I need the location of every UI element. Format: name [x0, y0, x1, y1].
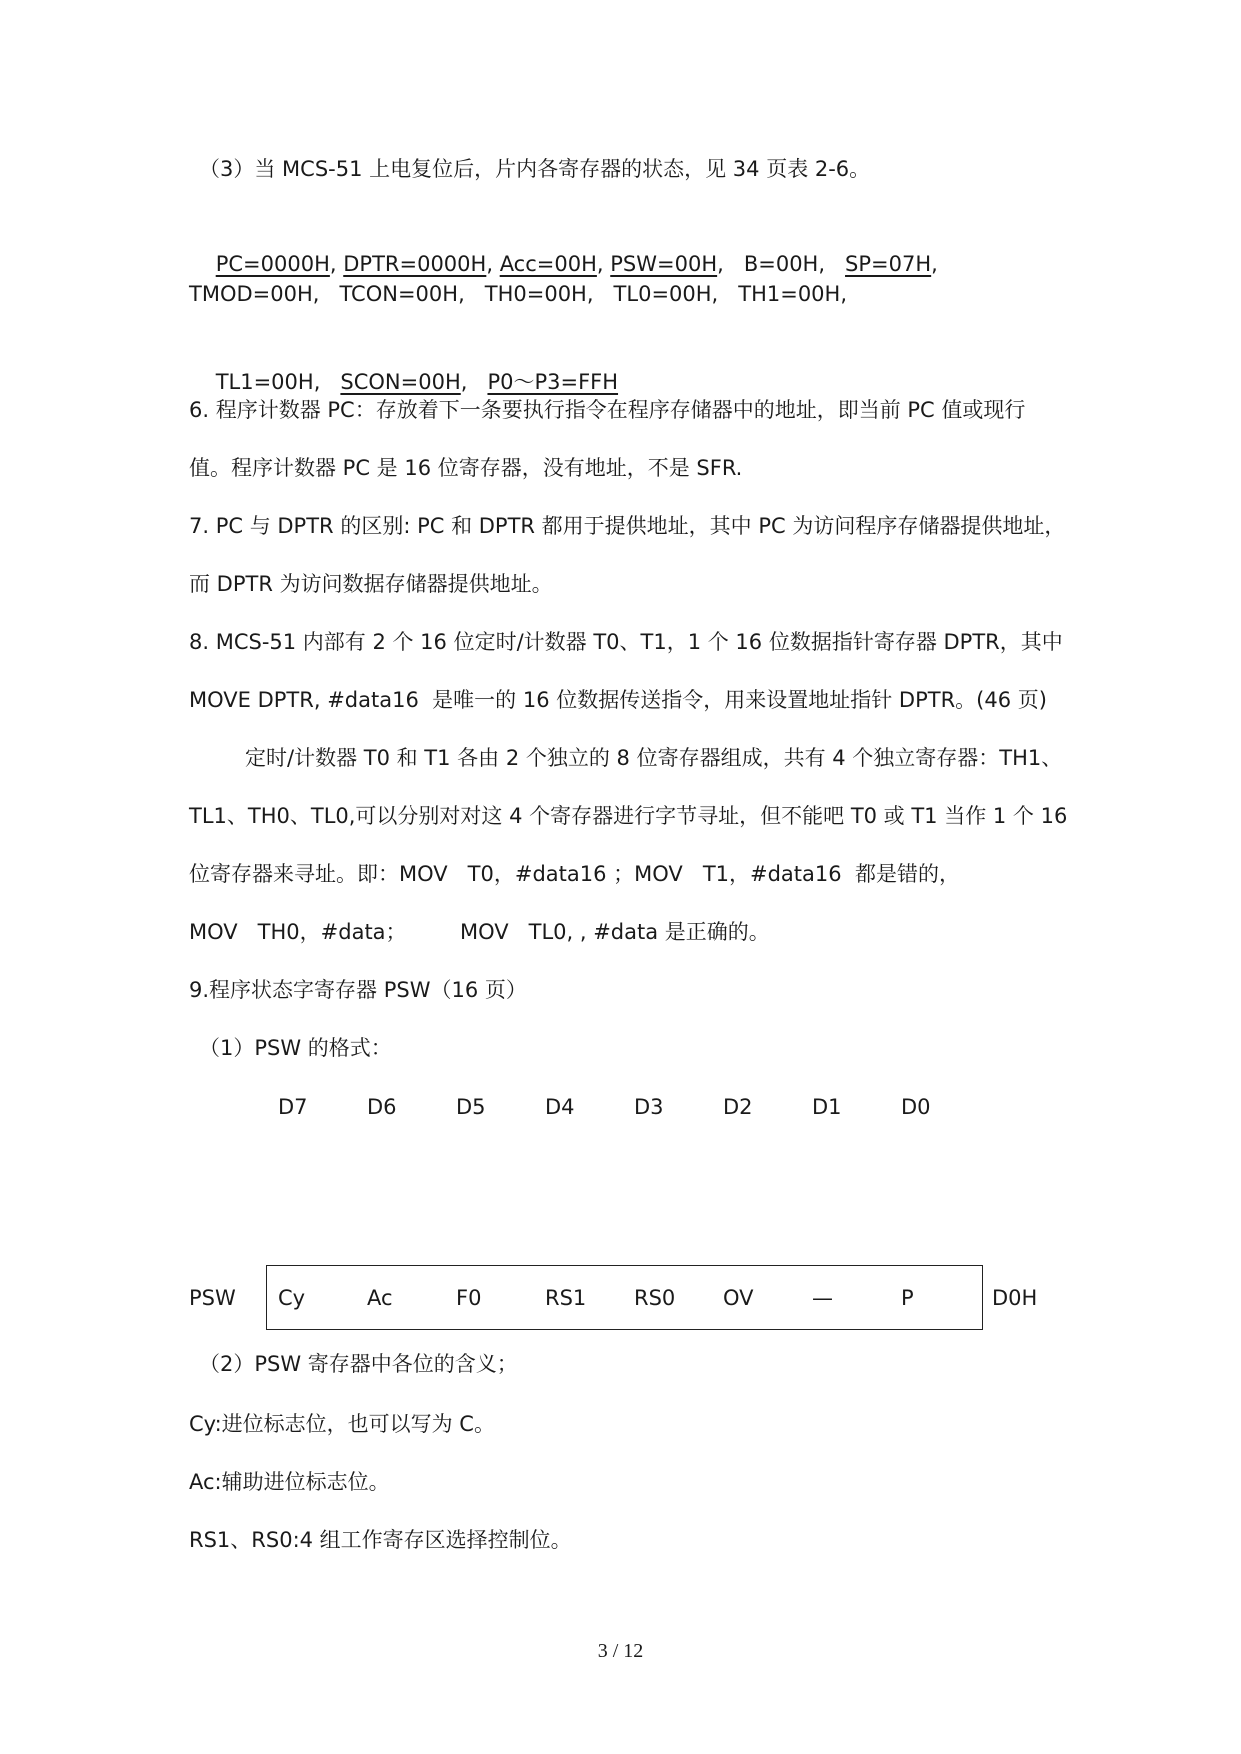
bit-position-d7: D7: [278, 1095, 308, 1119]
bit-position-d6: D6: [367, 1095, 397, 1119]
timers-paragraph-line-1: 定时/计数器 T0 和 T1 各由 2 个独立的 8 位寄存器组成，共有 4 个独立寄存器：TH1、: [245, 746, 1063, 770]
bit-name-cy: Cy: [278, 1286, 306, 1310]
page-number: 3 / 12: [597, 1640, 644, 1662]
reset-values-line-2: TMOD=00H, TCON=00H, TH0=00H, TL0=00H, TH1=00H,: [189, 282, 848, 306]
ac-bit-description: Ac:辅助进位标志位。: [189, 1470, 390, 1494]
sp-reset-value: SP=07H: [845, 252, 932, 276]
bit-position-d4: D4: [545, 1095, 575, 1119]
rs-bits-description: RS1、RS0:4 组工作寄存区选择控制位。: [189, 1528, 572, 1552]
timers-line-2: MOVE DPTR, #data16 是唯一的 16 位数据传送指令，用来设置地址指针 DPTR。(46 页): [189, 688, 1047, 712]
psw-bits-meaning-heading: （2）PSW 寄存器中各位的含义；: [199, 1352, 518, 1376]
timers-line-1: 8. MCS-51 内部有 2 个 16 位定时/计数器 T0、T1，1 个 16 位数据指针寄存器 DPTR，其中: [189, 630, 1063, 654]
timers-paragraph-line-4: MOV TH0，#data； MOV TL0, , #data 是正确的。: [189, 920, 770, 944]
psw-format-heading: （1）PSW 的格式：: [199, 1036, 392, 1060]
bit-position-d3: D3: [634, 1095, 664, 1119]
psw-reset-value: PSW=00H: [610, 252, 718, 276]
psw-row-label: PSW: [189, 1286, 236, 1310]
bit-name-unused: —: [812, 1286, 833, 1310]
scon-reset-value: SCON=00H: [340, 370, 461, 394]
pc-reset-value: PC=0000H: [215, 252, 330, 276]
separator: ,: [486, 252, 500, 276]
ports-reset-value: P0～P3=FFH: [487, 370, 619, 394]
cy-bit-description: Cy:进位标志位，也可以写为 C。: [189, 1412, 495, 1436]
dptr-reset-value: DPTR=0000H: [343, 252, 487, 276]
separator: ,: [596, 252, 611, 276]
separator: ,: [460, 370, 488, 394]
reset-state-intro: （3）当 MCS-51 上电复位后，片内各寄存器的状态，见 34 页表 2-6。: [199, 157, 871, 181]
bit-name-rs0: RS0: [634, 1286, 676, 1310]
bit-name-p: P: [901, 1286, 914, 1310]
bit-name-ac: Ac: [367, 1286, 393, 1310]
pc-definition-line-2: 值。程序计数器 PC 是 16 位寄存器，没有地址，不是 SFR.: [189, 456, 743, 480]
bit-name-ov: OV: [723, 1286, 754, 1310]
timers-paragraph-line-3: 位寄存器来寻址。即：MOV T0，#data16 ；MOV T1，#data16 都是错的，: [189, 862, 960, 886]
bit-position-d1: D1: [812, 1095, 842, 1119]
pc-dptr-difference-line-1: 7. PC 与 DPTR 的区别: PC 和 DPTR 都用于提供地址，其中 PC 为访问程序存储器提供地址，: [189, 514, 1066, 538]
bit-position-d5: D5: [456, 1095, 486, 1119]
timers-paragraph-line-2: TL1、TH0、TL0,可以分别对对这 4 个寄存器进行字节寻址，但不能吧 T0 或 T1 当作 1 个 16: [189, 804, 1068, 828]
bit-position-d0: D0: [901, 1095, 931, 1119]
bit-position-d2: D2: [723, 1095, 753, 1119]
separator: ,: [329, 252, 344, 276]
pc-dptr-difference-line-2: 而 DPTR 为访问数据存储器提供地址。: [189, 572, 553, 596]
acc-reset-value: Acc=00H: [499, 252, 597, 276]
b-reset-value: , B=00H,: [717, 252, 846, 276]
tl1-reset-value: TL1=00H,: [215, 370, 341, 394]
separator: ,: [931, 252, 938, 276]
psw-heading: 9.程序状态字寄存器 PSW（16 页）: [189, 978, 527, 1002]
psw-address: D0H: [992, 1286, 1038, 1310]
pc-definition-line-1: 6. 程序计数器 PC：存放着下一条要执行指令在程序存储器中的地址，即当前 PC 值或现行: [189, 398, 1026, 422]
bit-name-rs1: RS1: [545, 1286, 587, 1310]
bit-name-f0: F0: [456, 1286, 482, 1310]
